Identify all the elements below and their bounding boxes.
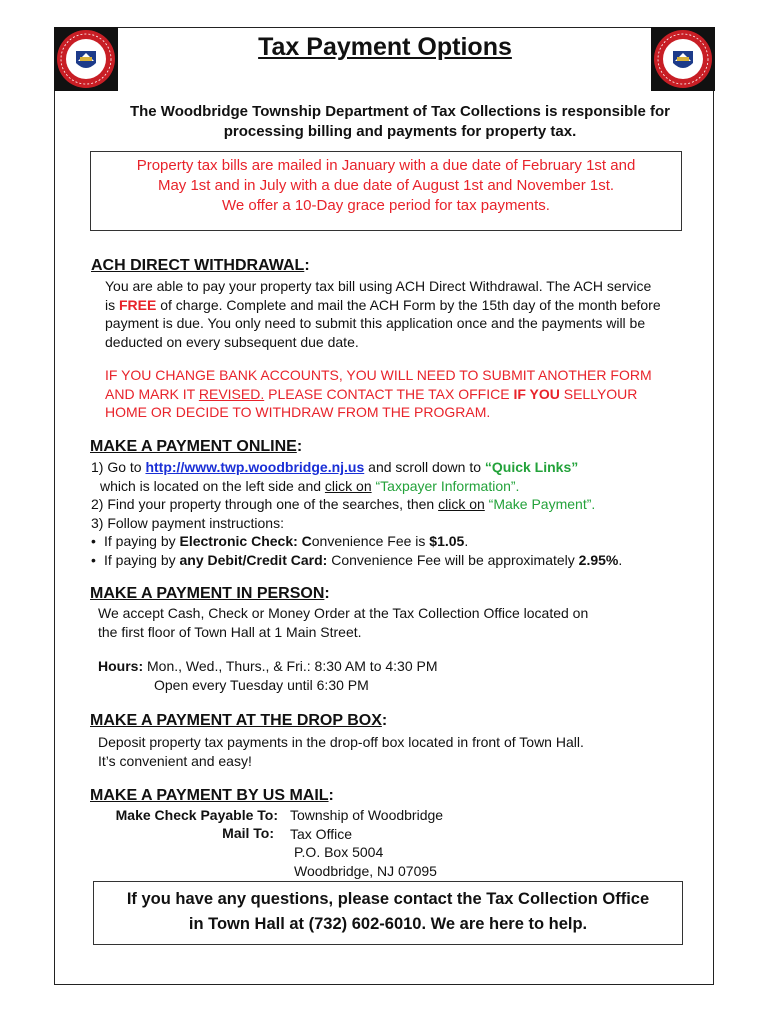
step-2 — [91, 495, 711, 514]
hours-line: Open every Tuesday until 6:30 PM — [154, 676, 369, 693]
in-person-heading-text: MAKE A PAYMENT IN PERSON — [90, 585, 325, 602]
mail-values — [290, 806, 590, 880]
mail-heading-text: MAKE A PAYMENT BY US MAIL — [90, 787, 329, 804]
text: onvenience Fee is — [311, 533, 430, 549]
bullet-icon: • — [91, 533, 96, 549]
in-person-heading — [90, 585, 330, 603]
ach-line: You are able to pay your property tax bill using ACH Direct Withdrawal. The ACH service — [105, 278, 652, 294]
text: of charge. Complete and mail the ACH Form by the 15th day of the month before — [156, 296, 661, 313]
text: PLEASE CONTACT THE TAX OFFICE — [264, 385, 514, 402]
ach-line: payment is due. You only need to submit this application once and the payments will be — [105, 315, 646, 331]
click-on-text: click on — [438, 496, 485, 512]
click-on-text: click on — [324, 477, 372, 494]
ach-description — [105, 277, 715, 351]
hours-label: Hours: — [98, 658, 144, 674]
revised-text: REVISED. — [198, 385, 265, 402]
text: any Debit/Credit Card: — [179, 551, 328, 568]
text: Convenience Fee will be approximately — [327, 551, 579, 568]
hours-line — [98, 657, 708, 676]
heading-colon: : — [324, 585, 330, 602]
mail-to-label: Mail To: — [222, 825, 274, 841]
payable-to-label: Make Check Payable To: — [115, 807, 278, 823]
text: Mon., Wed., Thurs., & Fri.: 8:30 AM to 4:30 PM — [143, 658, 438, 674]
warning-line: IF YOU CHANGE BANK ACCOUNTS, YOU WILL NEED TO SUBMIT ANOTHER FORM — [105, 367, 652, 383]
text: Electronic Check: C — [179, 533, 312, 549]
intro-text — [100, 102, 700, 142]
contact-line: in Town Hall at (732) 602-6010. We are here to help. — [188, 915, 588, 933]
online-heading — [90, 438, 302, 456]
heading-colon: : — [304, 257, 310, 274]
drop-box-heading — [90, 712, 387, 730]
online-heading-text: MAKE A PAYMENT ONLINE — [90, 438, 297, 455]
office-hours — [98, 657, 708, 694]
text: and scroll down to — [364, 459, 485, 475]
mail-heading — [90, 787, 334, 805]
contact-box — [93, 881, 683, 945]
in-person-line: the first floor of Town Hall at 1 Main Street. — [98, 623, 362, 640]
ach-warning — [105, 366, 715, 422]
heading-colon: : — [328, 787, 334, 804]
make-payment-text: “Make Payment”. — [484, 496, 596, 512]
page-title: Tax Payment Options — [258, 33, 512, 61]
heading-colon: : — [296, 438, 303, 455]
ach-line: deducted on every subsequent due date. — [105, 333, 359, 350]
notice-line: May 1st and in July with a due date of August 1st and November 1st. — [157, 177, 615, 194]
warning-line: HOME OR DECIDE TO WITHDRAW FROM THE PROGRAM. — [105, 404, 491, 420]
in-person-description — [98, 604, 708, 641]
mail-labels — [98, 806, 278, 825]
bullet-credit-card — [91, 551, 711, 570]
if-you-text: IF YOU — [513, 385, 560, 402]
step-1 — [91, 458, 711, 477]
text: If paying by — [104, 533, 180, 549]
text: AND MARK IT — [105, 385, 199, 402]
bullet-electronic-check — [91, 532, 711, 551]
address-line: Tax Office — [290, 825, 352, 842]
contact-line: If you have any questions, please contact the Tax Collection Office — [126, 890, 650, 908]
text: which is located on the left side and — [100, 477, 325, 494]
heading-colon: : — [381, 712, 388, 729]
step-1-cont — [91, 477, 711, 496]
text: 1) Go to — [91, 459, 146, 475]
fee-amount: $1.05 — [429, 533, 465, 549]
online-steps — [91, 458, 711, 569]
ach-heading-text: ACH DIRECT WITHDRAWAL — [91, 257, 305, 274]
taxpayer-information-text: “Taxpayer Information”. — [371, 477, 520, 494]
address-line: P.O. Box 5004 — [294, 844, 384, 860]
ach-line — [105, 296, 715, 315]
ach-heading — [91, 257, 310, 275]
warning-line — [105, 385, 715, 404]
drop-box-heading-text: MAKE A PAYMENT AT THE DROP BOX — [90, 712, 382, 729]
notice-line: Property tax bills are mailed in January with a due date of February 1st and — [136, 157, 636, 174]
text: SELLYOUR — [559, 385, 638, 402]
in-person-line: We accept Cash, Check or Money Order at the Tax Collection Office located on — [98, 605, 589, 621]
intro-line: processing billing and payments for property tax. — [223, 123, 577, 140]
payable-to-value: Township of Woodbridge — [290, 807, 444, 823]
step-3: 3) Follow payment instructions: — [91, 514, 284, 531]
text: 2) Find your property through one of the searches, then — [91, 496, 439, 512]
drop-box-description — [98, 733, 708, 770]
text: is — [105, 296, 119, 313]
quick-links-text: “Quick Links” — [484, 459, 579, 475]
intro-line: The Woodbridge Township Department of Tax Collections is responsible for — [129, 103, 671, 120]
text: If paying by — [104, 551, 180, 568]
address-line: Woodbridge, NJ 07095 — [294, 862, 437, 879]
billing-notice-box — [90, 151, 682, 231]
drop-box-line: It’s convenient and easy! — [98, 752, 252, 769]
drop-box-line: Deposit property tax payments in the drop-off box located in front of Town Hall. — [98, 734, 584, 750]
text: . — [618, 551, 623, 568]
mail-to-label-wrap — [98, 824, 274, 843]
notice-line: We offer a 10-Day grace period for tax payments. — [222, 197, 550, 214]
township-website-link[interactable]: http://www.twp.woodbridge.nj.us — [145, 459, 365, 475]
free-text: FREE — [119, 296, 157, 313]
fee-percent: 2.95% — [578, 551, 619, 568]
text: . — [464, 533, 469, 549]
bullet-icon: • — [91, 551, 96, 568]
